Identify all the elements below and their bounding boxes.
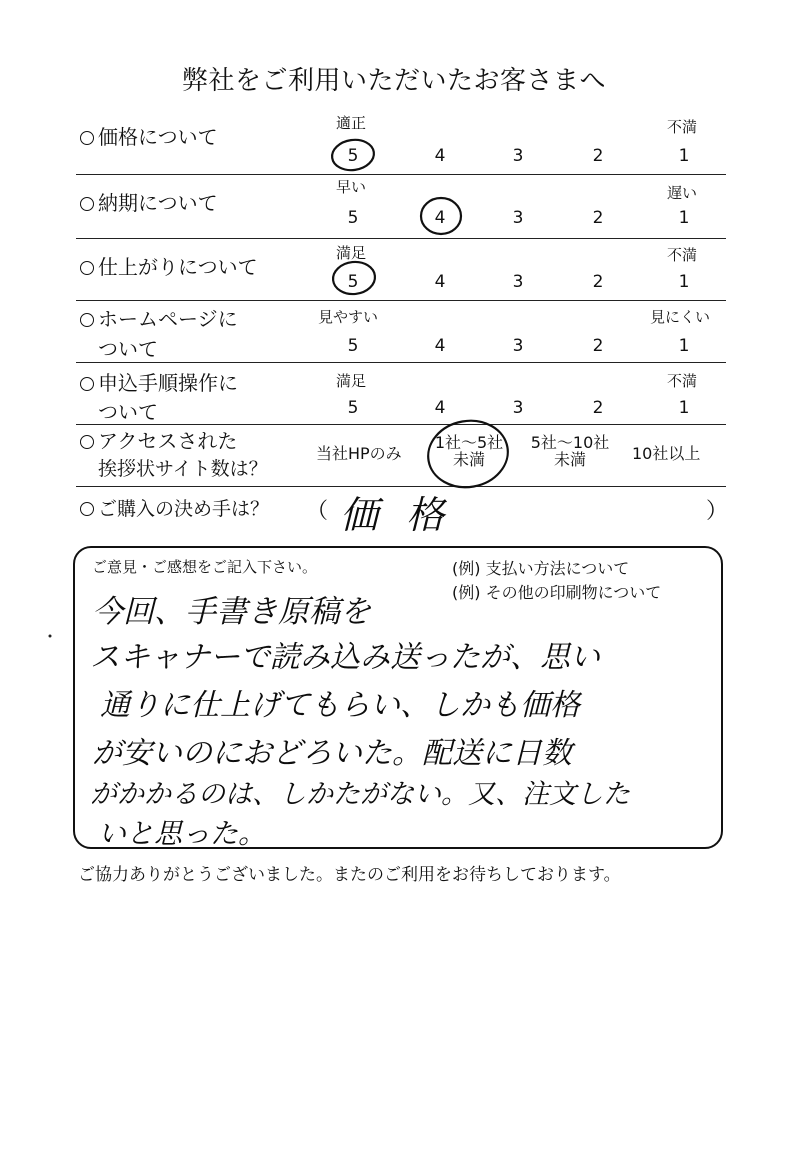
- answer-close-paren: ）: [706, 499, 729, 524]
- scale-option[interactable]: 4: [434, 208, 446, 228]
- scale-option[interactable]: 4: [434, 272, 446, 292]
- stray-dot: [49, 635, 52, 638]
- handwritten-line: 通りに仕上げてもらい、しかも価格: [100, 688, 580, 723]
- scale-option[interactable]: 2: [592, 398, 604, 418]
- scale-option[interactable]: 5: [347, 272, 359, 292]
- scale-option[interactable]: 1: [678, 146, 690, 166]
- scale-option[interactable]: 4: [434, 146, 446, 166]
- question-access: アクセスされた: [80, 428, 237, 454]
- scale-option[interactable]: 3: [512, 336, 524, 356]
- selected-mark-q3: [331, 260, 376, 296]
- scale-high-label: 満足: [336, 244, 367, 262]
- answer-open-paren: （: [306, 499, 329, 524]
- scale-high-label: 適正: [336, 114, 367, 132]
- scale-option[interactable]: 3: [512, 146, 524, 166]
- scale-option[interactable]: 4: [434, 398, 446, 418]
- access-option-1-5[interactable]: 1社～5社 未満: [434, 433, 504, 469]
- scale-low-label: 不満: [667, 246, 698, 264]
- scale-option[interactable]: 5: [347, 208, 359, 228]
- handwritten-line: いと思った。: [98, 817, 267, 850]
- footer-thanks: ご協力ありがとうございました。またのご利用をお待ちしております。: [78, 865, 621, 885]
- scale-option[interactable]: 1: [678, 272, 690, 292]
- scale-option[interactable]: 1: [678, 398, 690, 418]
- selected-mark-q2: [421, 198, 461, 234]
- handwritten-line: がかかるのは、しかたがない。又、注文した: [90, 779, 630, 810]
- scale-low-label: 遅い: [667, 184, 698, 202]
- question-delivery: 納期について: [80, 190, 218, 216]
- scale-option[interactable]: 2: [592, 146, 604, 166]
- comments-example-2: (例) その他の印刷物について: [452, 583, 662, 602]
- question-access-line2: 挨拶状サイト数は？: [98, 458, 268, 480]
- page-title: 弊社をご利用いただいたお客さまへ: [181, 66, 606, 96]
- question-procedure-line2: ついて: [98, 400, 158, 424]
- scale-low-label: 不満: [667, 372, 698, 390]
- question-homepage-line2: ついて: [98, 337, 158, 361]
- scale-low-label: 不満: [667, 118, 698, 136]
- comments-prompt: ご意見・ご感想をご記入下さい。: [92, 558, 318, 576]
- scale-high-label: 満足: [336, 372, 367, 390]
- question-homepage: ホームページに: [80, 306, 238, 332]
- scale-option[interactable]: 3: [512, 272, 524, 292]
- selected-mark-q1: [330, 137, 376, 173]
- purchase-answer[interactable]: 価 格: [340, 493, 453, 537]
- question-procedure: 申込手順操作に: [80, 370, 238, 396]
- scale-low-label: 見にくい: [650, 308, 711, 326]
- question-finish: 仕上がりについて: [80, 254, 258, 280]
- scale-option[interactable]: 1: [678, 336, 690, 356]
- handwritten-line: 今回、手書き原稿を: [92, 594, 371, 630]
- scale-high-label: 早い: [336, 178, 367, 196]
- scale-option[interactable]: 1: [678, 208, 690, 228]
- access-option-own-hp[interactable]: 当社HPのみ: [316, 444, 402, 463]
- scale-option[interactable]: 5: [347, 398, 359, 418]
- scale-option[interactable]: 2: [592, 272, 604, 292]
- scale-option[interactable]: 3: [512, 208, 524, 228]
- scale-option[interactable]: 2: [592, 208, 604, 228]
- scale-option[interactable]: 2: [592, 336, 604, 356]
- handwritten-line: が安いのにおどろいた。配送に日数: [92, 736, 572, 771]
- selected-mark-access: [423, 415, 513, 494]
- access-option-10-plus[interactable]: 10社以上: [632, 444, 701, 463]
- scale-high-label: 見やすい: [318, 308, 379, 326]
- question-purchase: ご購入の決め手は？: [80, 496, 269, 522]
- question-price: 価格について: [80, 124, 218, 150]
- scale-option[interactable]: 5: [347, 146, 359, 166]
- access-option-5-10[interactable]: 5社～10社 未満: [530, 433, 610, 469]
- scale-option[interactable]: 3: [512, 398, 524, 418]
- comments-example-1: (例) 支払い方法について: [452, 559, 630, 578]
- scale-option[interactable]: 4: [434, 336, 446, 356]
- scale-option[interactable]: 5: [347, 336, 359, 356]
- handwritten-line: スキャナーで読み込み送ったが、思い: [90, 640, 600, 675]
